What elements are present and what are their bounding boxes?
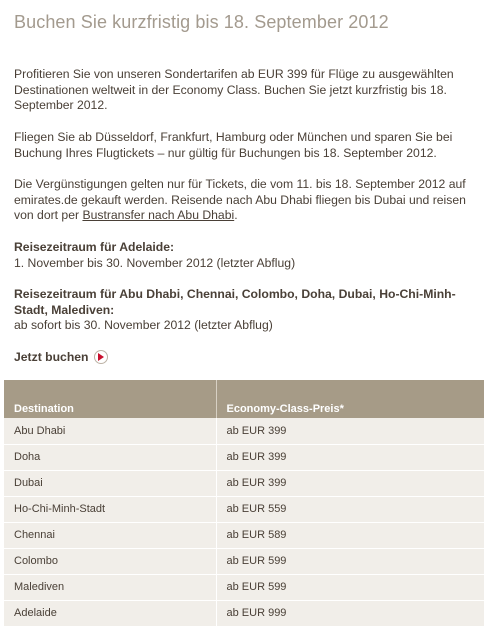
table-row: [4, 496, 484, 522]
price-cell: ab EUR 999: [216, 600, 484, 626]
destination-cell: Doha: [4, 444, 216, 470]
price-cell: ab EUR 399: [216, 418, 484, 444]
table-row: [4, 600, 484, 626]
adelaide-period-dates: 1. November bis 30. November 2012 (letzter Abflug): [14, 255, 296, 270]
other-period-dates: ab sofort bis 30. November 2012 (letzter Abflug): [14, 318, 273, 332]
destination-cell: Malediven: [4, 574, 216, 600]
table-header-row: [4, 380, 484, 418]
table-row: [4, 574, 484, 600]
price-cell: ab EUR 599: [216, 574, 484, 600]
book-now-link[interactable]: [14, 350, 108, 364]
other-period-heading: Reisezeitraum für Abu Dhabi, Chennai, Colombo, Doha, Dubai, Ho-Chi-Minh-Stadt, Malediven:: [14, 287, 456, 317]
adelaide-period-heading: Reisezeitraum für Adelaide:: [14, 240, 175, 254]
table-row: [4, 470, 484, 496]
column-header-price: Economy-Class-Preis*: [216, 380, 484, 418]
table-row: [4, 418, 484, 444]
price-cell: ab EUR 399: [216, 470, 484, 496]
other-destinations-period: [14, 287, 484, 334]
table-row: [4, 522, 484, 548]
price-cell: ab EUR 599: [216, 548, 484, 574]
destination-cell: Ho-Chi-Minh-Stadt: [4, 496, 216, 522]
intro-paragraph: Profitieren Sie von unseren Sondertarifen ab EUR 399 für Flüge zu ausgewählten Destinationen weltweit in der Economy Class. Buchen Sie jetzt kurzfristig bis 18. September 2012.: [14, 67, 454, 112]
book-now-label: Jetzt buchen: [14, 350, 89, 364]
price-cell: ab EUR 589: [216, 522, 484, 548]
conditions-paragraph: [14, 177, 484, 224]
arrow-circle-icon: [94, 350, 108, 364]
destination-cell: Adelaide: [4, 600, 216, 626]
destination-cell: Abu Dhabi: [4, 418, 216, 444]
adelaide-period: [14, 240, 484, 271]
column-header-destination: Destination: [4, 380, 216, 418]
destination-cell: Dubai: [4, 470, 216, 496]
table-row: [4, 548, 484, 574]
departure-paragraph: Fliegen Sie ab Düsseldorf, Frankfurt, Hamburg oder München und sparen Sie bei Buchung Ihres Flugtickets – nur gültig für Buchungen bis 18. September 2012.: [14, 130, 453, 160]
destination-cell: Chennai: [4, 522, 216, 548]
conditions-text: Die Vergünstigungen gelten nur für Tickets, die vom 11. bis 18. September 2012 auf emirates.de gekauft werden. Reisende nach Abu Dhabi fliegen bis Dubai und reisen von dort per: [14, 177, 466, 222]
price-table: [4, 380, 484, 627]
bus-transfer-link[interactable]: Bustransfer nach Abu Dhabi: [82, 208, 235, 222]
destination-cell: Colombo: [4, 548, 216, 574]
conditions-end: .: [234, 208, 238, 222]
price-cell: ab EUR 559: [216, 496, 484, 522]
page-title: Buchen Sie kurzfristig bis 18. September 2012: [14, 12, 389, 32]
price-cell: ab EUR 399: [216, 444, 484, 470]
table-row: [4, 444, 484, 470]
